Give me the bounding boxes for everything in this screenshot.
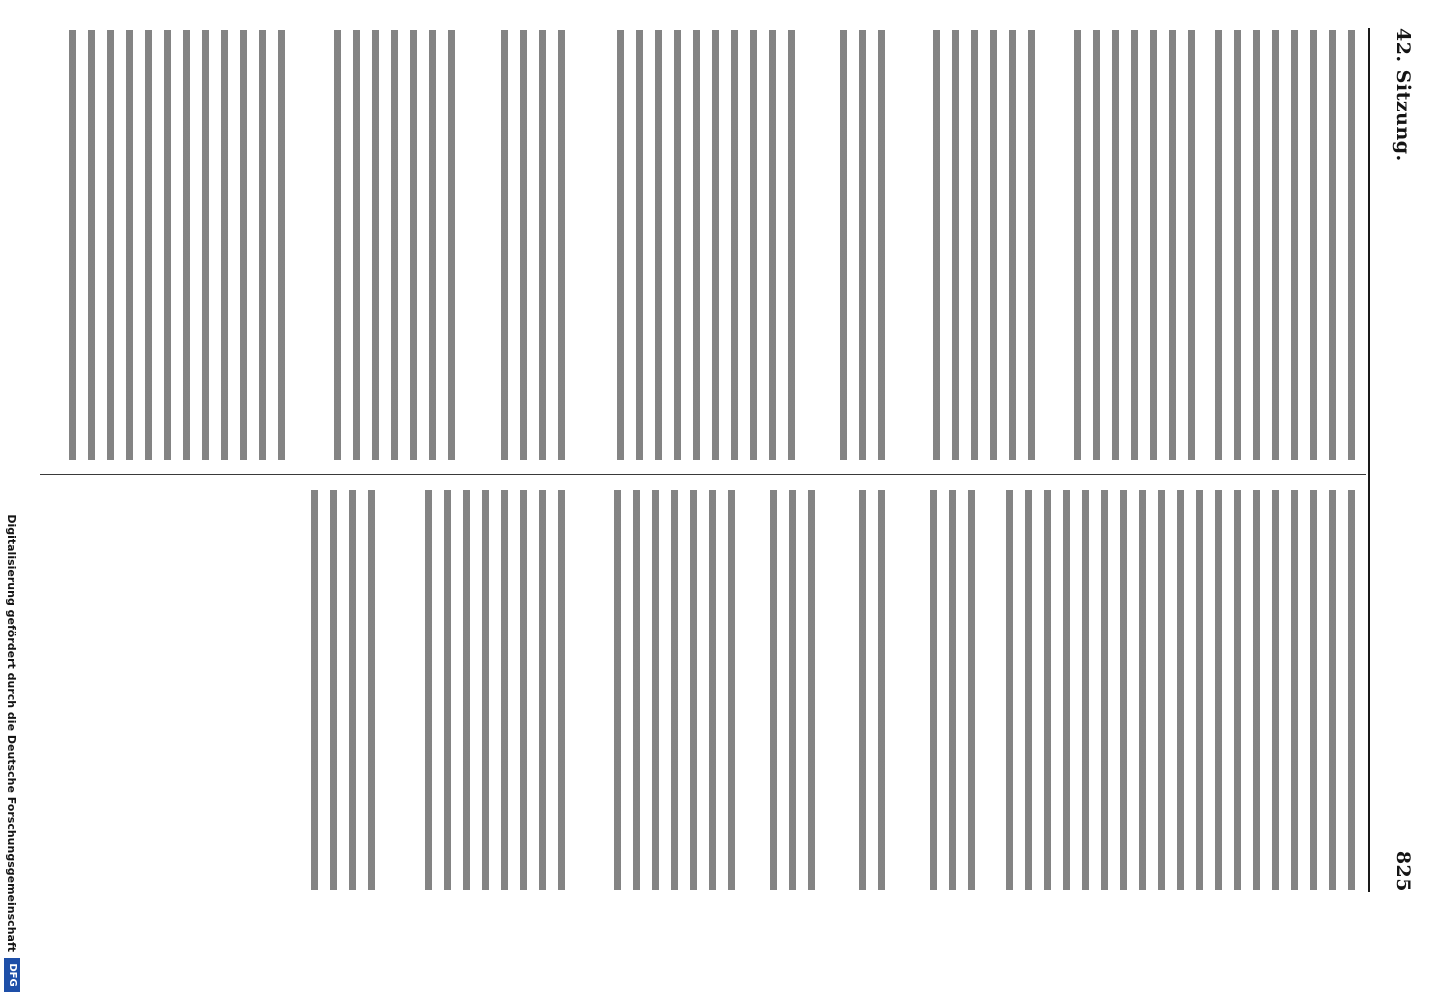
digitization-credit: [2, 0, 22, 1000]
text-paragraph: [62, 30, 290, 460]
text-paragraph: [926, 30, 1040, 460]
text-paragraph: [418, 490, 570, 890]
column-divider: [40, 474, 1366, 475]
text-paragraph: [304, 490, 380, 890]
session-label: 42. Sitzung.: [1392, 28, 1414, 162]
text-paragraph: [494, 30, 570, 460]
text-paragraph: [610, 30, 800, 460]
text-paragraph: [852, 490, 890, 890]
dfg-logo: DFG: [4, 958, 20, 992]
text-paragraph: [833, 30, 890, 460]
text-column-left: [30, 30, 1360, 460]
text-paragraph: [1067, 30, 1200, 460]
header-rule: [1368, 28, 1370, 892]
text-paragraph: [999, 490, 1360, 890]
column-text: [30, 490, 1360, 890]
text-paragraph: [327, 30, 460, 460]
text-paragraph: [607, 490, 740, 890]
credit-text: Digitalisierung gefördert durch die Deutsche Forschungsgemeinschaft: [5, 514, 19, 952]
column-text: [30, 30, 1360, 460]
text-paragraph: [923, 490, 980, 890]
text-paragraph: [1208, 30, 1360, 460]
page-header: [1374, 28, 1414, 892]
text-column-right: [30, 490, 1360, 890]
page-number: 825: [1392, 850, 1414, 892]
text-paragraph: [763, 490, 820, 890]
